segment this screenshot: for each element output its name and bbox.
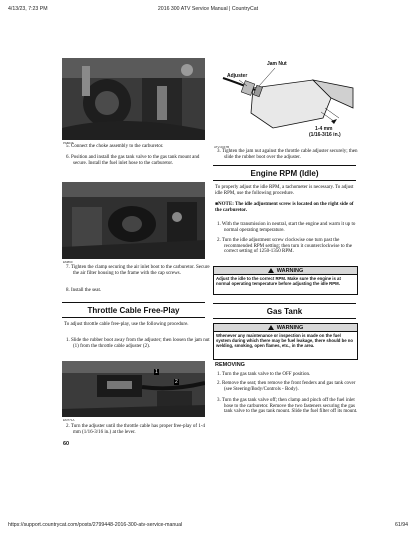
step-6-text: 6. Position and install the gas tank valve to the gas tank mount and secure. Install the fuel inlet hose to the carburetor. bbox=[66, 155, 200, 166]
photo-throttle-adjuster bbox=[62, 361, 205, 417]
removing-heading: REMOVING bbox=[215, 362, 245, 368]
diagram-label-adjuster: Adjuster bbox=[227, 73, 248, 79]
photo3-id: EM771A bbox=[63, 418, 75, 422]
browser-print-header bbox=[8, 6, 408, 16]
warning-triangle-icon bbox=[268, 268, 274, 273]
throttle-adjuster-diagram bbox=[213, 58, 356, 144]
warning-idle-text: Adjust the idle to the correct RPM. Make sure the engine is at normal operating temperature before adjusting the idle RPM. bbox=[216, 276, 341, 287]
warning-idle-title: WARNING bbox=[276, 267, 304, 274]
warning-fuel-header bbox=[214, 324, 357, 332]
section-gas-tank bbox=[213, 303, 356, 319]
print-page-count: 61/94 bbox=[395, 522, 408, 528]
throttle-step-2-text: 2. Turn the adjuster until the throttle cable has proper free-play of 1-4 mm (1/16-3/16 in.) at the lever. bbox=[66, 424, 205, 435]
rpm-step-1-text: 1. With the transmission in neutral, start the engine and warm it up to normal operating temperature. bbox=[217, 222, 356, 233]
step-7-text: 7. Tighten the clamp securing the air inlet boot to the carburetor. Secure the air filter housing to the frame with the cap screws. bbox=[66, 265, 210, 276]
diagram-id: ATV-0047B bbox=[214, 145, 230, 149]
step-5-text: 5. Connect the choke assembly to the carburetor. bbox=[66, 144, 164, 149]
diagram-label-size-in: (1/16-3/16 in.) bbox=[309, 132, 341, 138]
diagram-label-size-mm: 1-4 mm bbox=[315, 126, 333, 132]
section-gas-title: Gas Tank bbox=[266, 306, 303, 316]
section-throttle-title: Throttle Cable Free-Play bbox=[87, 305, 180, 315]
diagram-label-jam-nut: Jam Nut bbox=[267, 61, 287, 67]
section-engine-rpm bbox=[213, 165, 356, 181]
photo1-id: PF5046 bbox=[63, 141, 74, 145]
gas-step-1-text: 1. Turn the gas tank valve to the OFF position. bbox=[217, 372, 311, 377]
warning-box-fuel bbox=[213, 323, 358, 360]
warning-box-idle bbox=[213, 266, 358, 295]
rpm-intro-text: To properly adjust the idle RPM, a tachometer is necessary. To adjust idle RPM, use the following procedure. bbox=[215, 185, 354, 196]
rpm-step-2-text: 2. Turn the idle adjustment screw clockwise one turn past the recommended RPM setting; then turn it counterclockwise to the correct setting of 1250-1350 RPM. bbox=[217, 238, 353, 255]
page-number: 60 bbox=[63, 441, 70, 447]
section-throttle-cable bbox=[62, 302, 205, 318]
throttle-step-1-text: 1. Slide the rubber boot away from the adjuster; then loosen the jam nut (1) from the throttle cable adjuster (2). bbox=[66, 338, 210, 349]
step-8-text: 8. Install the seat. bbox=[66, 288, 102, 293]
photo-carburetor bbox=[62, 182, 205, 259]
warning-fuel-text: Whenever any maintenance or inspection is made on the fuel system during which there may be fuel leakage, there should be no welding, smoking, open flames, etc., in the area. bbox=[216, 333, 354, 349]
warning-idle-header bbox=[214, 267, 357, 275]
browser-print-footer bbox=[8, 522, 408, 532]
photo2-id: EM890 bbox=[63, 260, 73, 264]
warning-triangle-icon bbox=[268, 325, 274, 330]
rpm-note-text: ■NOTE: The idle adjustment screw is located on the right side of the carburetor. bbox=[215, 202, 354, 213]
section-rpm-title: Engine RPM (Idle) bbox=[250, 168, 319, 178]
throttle-intro-text: To adjust throttle cable free-play, use the following procedure. bbox=[64, 322, 189, 327]
gas-step-2-text: 2. Remove the seat; then remove the front fenders and gas tank cover (see Steering/Body/Controls - Body). bbox=[217, 381, 356, 392]
print-datetime: 4/13/23, 7:23 PM bbox=[8, 6, 48, 12]
print-page-title: 2016 300 ATV Service Manual | CountryCat bbox=[157, 6, 259, 12]
gas-step-3-text: 3. Turn the gas tank valve off; then clamp and pinch off the fuel inlet hose to the carburetor. Remove the two fasteners securing the gas tank valve to the gas tank mount. Slide the fuel filter off its mount. bbox=[217, 398, 358, 415]
photo3-callout-1: 1 bbox=[155, 369, 158, 375]
photo-choke-assembly bbox=[62, 58, 205, 140]
photo3-callout-2: 2 bbox=[175, 379, 178, 385]
print-url: https://support.countrycat.com/posts/2799448-2016-300-atv-service-manual bbox=[8, 522, 183, 528]
throttle-step-3-text: 3. Tighten the jam nut against the throttle cable adjuster securely; then slide the rubber boot over the adjuster. bbox=[217, 149, 358, 160]
warning-fuel-title: WARNING bbox=[276, 324, 304, 331]
